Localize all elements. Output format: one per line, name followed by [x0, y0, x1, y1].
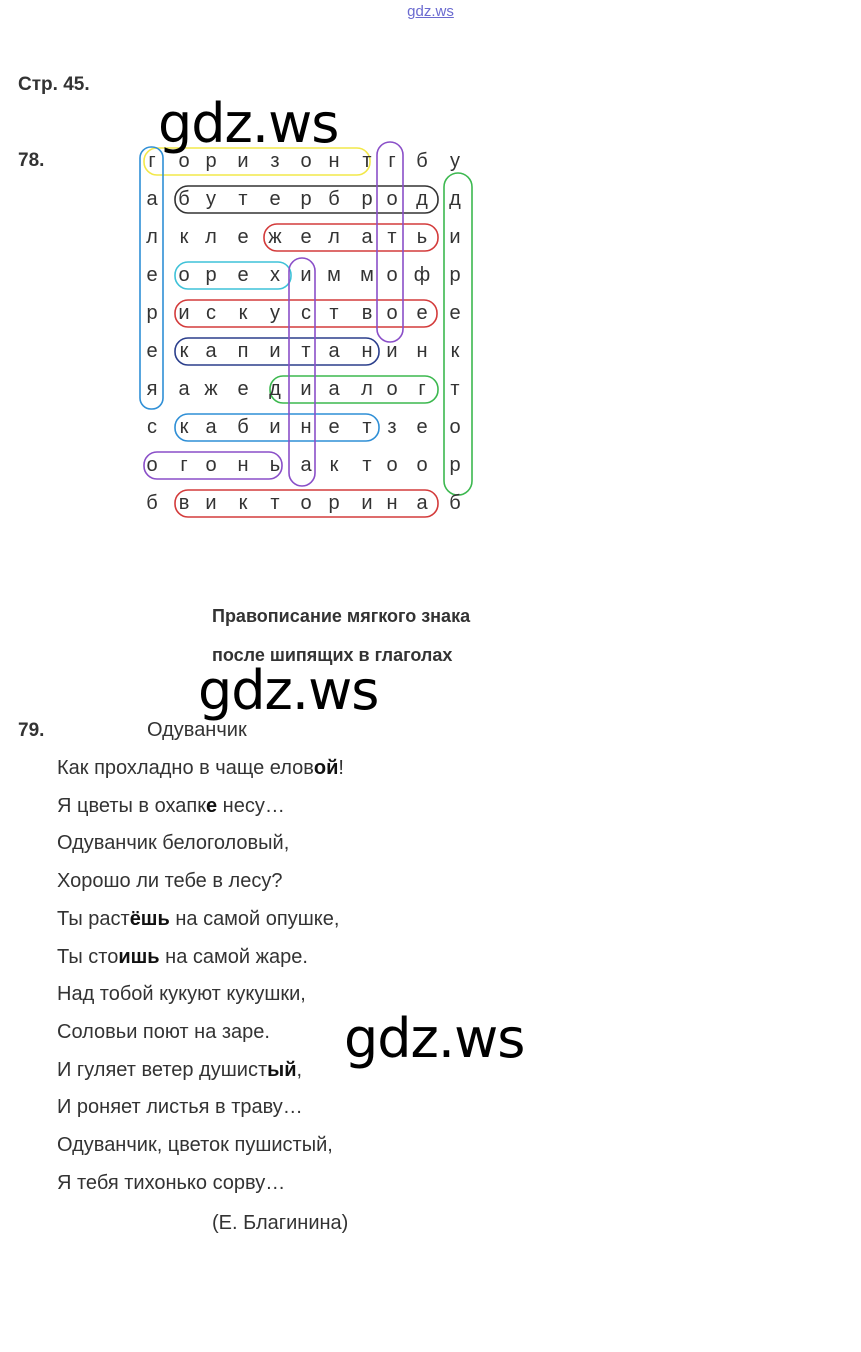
grid-letter: к	[238, 302, 248, 324]
grid-letter: я	[146, 378, 158, 400]
grid-letter: н	[416, 340, 428, 362]
watermark: gdz.ws	[158, 92, 339, 155]
grid-letter: р	[205, 150, 217, 172]
grid-letter: т	[270, 492, 280, 514]
grid-letter: н	[300, 416, 312, 438]
grid-letter: ь	[269, 454, 281, 476]
grid-letter: е	[416, 416, 428, 438]
grid-letter: к	[238, 492, 248, 514]
line-text: Одуванчик, цветок пушистый,	[57, 1134, 333, 1156]
grid-letter: р	[146, 302, 158, 324]
grid-letter: о	[178, 150, 190, 172]
line-text: Я цветы в охапк	[57, 794, 206, 817]
poem-line	[57, 946, 308, 969]
grid-letter: з	[387, 416, 397, 438]
section-title-line-2: после шипящих в глаголах	[212, 645, 453, 665]
grid-letter: к	[450, 340, 460, 362]
grid-letter: о	[300, 492, 312, 514]
grid-letter: и	[449, 226, 461, 248]
page-reference: Стр. 45.	[18, 74, 90, 95]
grid-letter: л	[361, 378, 373, 400]
highlighted-ending: ый	[267, 1058, 297, 1081]
grid-letter: ф	[413, 264, 431, 286]
grid-letter: е	[449, 302, 461, 324]
grid-letter: е	[300, 226, 312, 248]
line-text: И гуляет ветер душист	[57, 1058, 268, 1081]
line-text: Я тебя тихонько сорву…	[57, 1171, 286, 1194]
line-text: Хорошо ли тебе в лесу?	[57, 870, 283, 893]
grid-letter: а	[146, 188, 158, 210]
grid-letter: б	[146, 492, 158, 514]
grid-letter: р	[205, 264, 217, 286]
line-text: Ты сто	[57, 945, 119, 968]
grid-letter: о	[386, 378, 398, 400]
grid-letter: р	[300, 188, 312, 210]
line-text: ,	[296, 1058, 303, 1081]
watermark: gdz.ws	[198, 659, 379, 722]
poem-line	[57, 832, 289, 855]
grid-letter: т	[387, 226, 397, 248]
grid-letter: в	[178, 492, 190, 514]
grid-letter: и	[269, 416, 281, 438]
poem-author: (Е. Благинина)	[212, 1212, 349, 1234]
line-text: Соловьи поют на заре.	[57, 1020, 270, 1043]
grid-letter: з	[270, 150, 280, 172]
grid-letter: т	[301, 340, 311, 362]
grid-letter: д	[269, 378, 281, 400]
line-text: несу…	[217, 794, 285, 817]
grid-letter: к	[179, 340, 189, 362]
poem-line	[57, 795, 285, 818]
grid-letter: у	[450, 150, 460, 172]
grid-letter: а	[205, 416, 217, 438]
grid-letter: т	[362, 416, 372, 438]
grid-letter: и	[205, 492, 217, 514]
grid-letter: е	[416, 302, 428, 324]
grid-letter: н	[386, 492, 398, 514]
exercise-79-number: 79.	[18, 720, 45, 741]
grid-letter: р	[328, 492, 340, 514]
grid-letter: о	[146, 454, 158, 476]
grid-letter: и	[361, 492, 373, 514]
grid-letter: ж	[204, 378, 218, 400]
grid-letter: г	[388, 150, 396, 172]
grid-letter: л	[205, 226, 217, 248]
line-text: !	[338, 757, 344, 779]
grid-letter: о	[386, 264, 398, 286]
grid-letter: т	[238, 188, 248, 210]
section-title-line-1: Правописание мягкого знака	[212, 606, 471, 626]
poem-line	[57, 1021, 270, 1044]
grid-letter: и	[300, 264, 312, 286]
grid-letter: о	[386, 302, 398, 324]
grid-letter: у	[206, 188, 216, 210]
grid-letter: и	[300, 378, 312, 400]
grid-letter: д	[449, 188, 461, 210]
grid-letter: и	[269, 340, 281, 362]
poem-line	[57, 1134, 333, 1157]
line-text: Как прохладно в чаще елов	[57, 757, 314, 779]
grid-letter: г	[180, 454, 188, 476]
grid-letter: о	[300, 150, 312, 172]
grid-letter: р	[361, 188, 373, 210]
highlighted-ending: ой	[313, 757, 339, 779]
grid-letter: л	[146, 226, 158, 248]
grid-letter: е	[237, 264, 249, 286]
grid-letter: е	[237, 226, 249, 248]
poem-line	[57, 1096, 303, 1119]
grid-letter: н	[328, 150, 340, 172]
grid-letter: м	[360, 264, 374, 286]
grid-letter: м	[327, 264, 341, 286]
poem-line	[57, 1172, 285, 1195]
line-text: Одуванчик белоголовый,	[57, 832, 290, 855]
grid-letter: д	[416, 188, 428, 210]
grid-letter: у	[270, 302, 280, 324]
grid-letter: т	[362, 454, 372, 476]
grid-letter: л	[328, 226, 340, 248]
poem-line	[57, 908, 339, 931]
poem-line	[57, 983, 306, 1006]
highlighted-ending: ёшь	[129, 907, 170, 930]
line-text: Над тобой кукуют кукушки,	[57, 983, 306, 1006]
grid-letter: и	[386, 340, 398, 362]
grid-letter: а	[416, 492, 428, 514]
grid-letter: б	[328, 188, 340, 210]
grid-letter: с	[147, 416, 157, 438]
line-text: Ты раст	[57, 907, 130, 930]
grid-letter: б	[449, 492, 461, 514]
grid-letter: т	[362, 150, 372, 172]
grid-letter: б	[178, 188, 190, 210]
grid-letter: р	[449, 454, 461, 476]
grid-letter: е	[269, 188, 281, 210]
grid-letter: о	[416, 454, 428, 476]
site-link[interactable]: gdz.ws	[407, 3, 454, 20]
grid-letter: п	[237, 340, 249, 362]
grid-letter: к	[179, 226, 189, 248]
highlighted-ending: е	[205, 794, 218, 817]
grid-letter: б	[237, 416, 249, 438]
grid-letter: ж	[268, 226, 282, 248]
watermark: gdz.ws	[344, 1007, 525, 1070]
grid-letter: и	[178, 302, 190, 324]
grid-letter: к	[179, 416, 189, 438]
highlighted-ending: ишь	[118, 945, 160, 968]
grid-letter: а	[178, 378, 190, 400]
grid-letter: е	[237, 378, 249, 400]
line-text: на самой опушке,	[169, 907, 340, 930]
grid-letter: г	[418, 378, 426, 400]
grid-letter: о	[386, 188, 398, 210]
grid-letter: с	[301, 302, 311, 324]
line-text: на самой жаре.	[159, 945, 308, 968]
grid-letter: т	[329, 302, 339, 324]
poem-line	[57, 870, 282, 893]
grid-letter: г	[148, 150, 156, 172]
grid-letter: р	[449, 264, 461, 286]
grid-letter: н	[361, 340, 373, 362]
grid-letter: а	[361, 226, 373, 248]
grid-letter: т	[450, 378, 460, 400]
grid-letter: о	[386, 454, 398, 476]
grid-letter: ь	[416, 226, 428, 248]
exercise-78-number: 78.	[18, 150, 45, 171]
grid-letter: а	[205, 340, 217, 362]
grid-letter: о	[178, 264, 190, 286]
grid-letter: к	[329, 454, 339, 476]
poem-title: Одуванчик	[147, 719, 247, 741]
oval-direktor	[444, 173, 472, 495]
grid-letter: о	[205, 454, 217, 476]
grid-letter: в	[361, 302, 373, 324]
grid-letter: е	[146, 264, 158, 286]
poem-line	[57, 1059, 302, 1082]
grid-letter: е	[328, 416, 340, 438]
grid-letter: а	[328, 378, 340, 400]
grid-letter: н	[237, 454, 249, 476]
grid-letter: о	[449, 416, 461, 438]
line-text: И роняет листья в траву…	[57, 1096, 303, 1119]
oval-sidene	[289, 258, 315, 486]
grid-letter: с	[206, 302, 216, 324]
grid-letter: а	[328, 340, 340, 362]
grid-letter: и	[237, 150, 249, 172]
grid-letter: а	[300, 454, 312, 476]
grid-letter: х	[270, 264, 280, 286]
grid-letter: б	[416, 150, 428, 172]
poem-line	[57, 757, 344, 780]
grid-letter: е	[146, 340, 158, 362]
